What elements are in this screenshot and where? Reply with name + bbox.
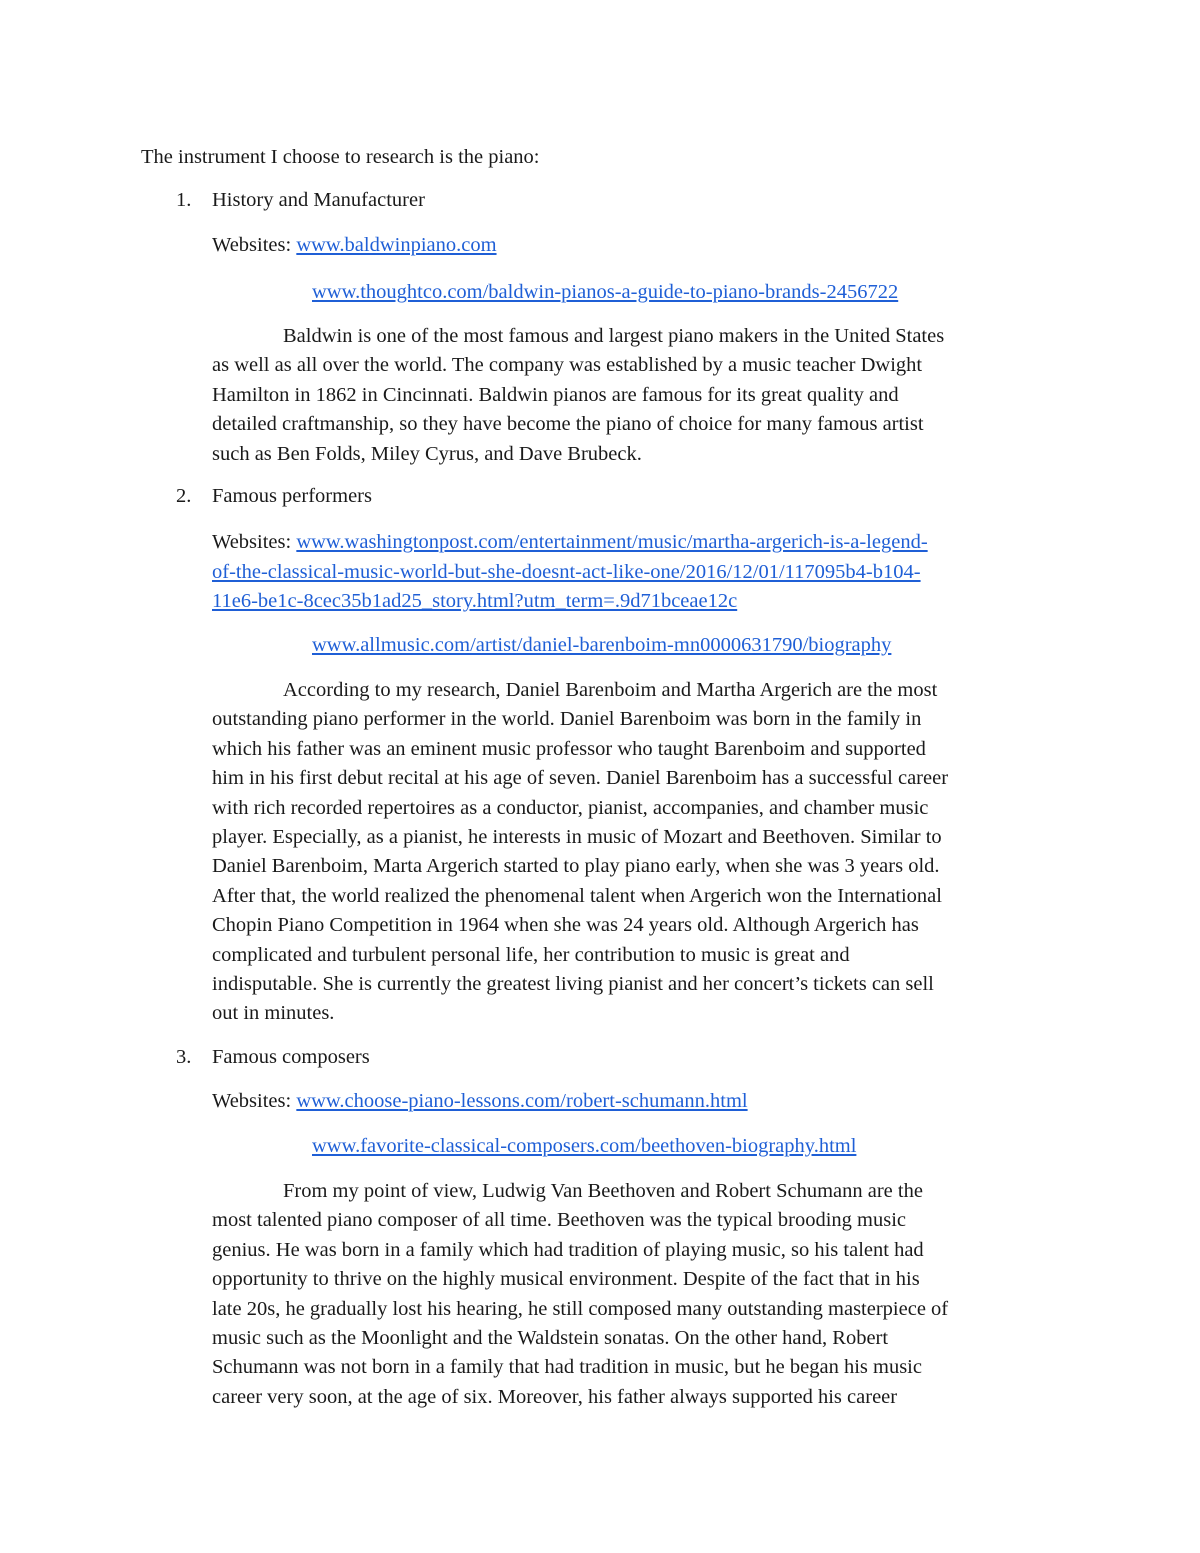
section-2-link-2-row	[312, 631, 891, 660]
websites-label: Websites:	[212, 531, 292, 553]
paragraph-line: opportunity to thrive on the highly musical environment. Despite of the fact that in his	[212, 1268, 920, 1291]
link-favorite-classical-composers[interactable]: www.favorite-classical-composers.com/beethoven-biography.html	[312, 1135, 857, 1157]
paragraph-line: most talented piano composer of all time. Beethoven was the typical brooding music	[212, 1209, 906, 1232]
paragraph-line: genius. He was born in a family which had tradition of playing music, so his talent had	[212, 1238, 924, 1261]
link-thoughtco[interactable]: www.thoughtco.com/baldwin-pianos-a-guide-to-piano-brands-2456722	[312, 281, 899, 303]
websites-label: Websites:	[212, 234, 292, 256]
paragraph-line: According to my research, Daniel Barenboim and Martha Argerich are the most	[283, 679, 938, 701]
section-3-link-2-row	[312, 1132, 856, 1161]
section-2-websites	[212, 528, 1052, 617]
paragraph-line: complicated and turbulent personal life, her contribution to music is great and	[212, 943, 850, 966]
section-3-paragraph	[212, 1177, 1072, 1412]
paragraph-line: with rich recorded repertoires as a conductor, pianist, accompanies, and chamber music	[212, 796, 929, 819]
paragraph-line: Baldwin is one of the most famous and largest piano makers in the United States	[283, 325, 945, 347]
paragraph-line: music such as the Moonlight and the Waldstein sonatas. On the other hand, Robert	[212, 1327, 889, 1350]
section-2-number: 2.	[176, 485, 192, 507]
paragraph-line: which his father was an eminent music professor who taught Barenboim and supported	[212, 737, 926, 760]
section-1-link-2-row	[312, 278, 898, 307]
section-1-number: 1.	[176, 189, 192, 211]
paragraph-line: player. Especially, as a pianist, he interests in music of Mozart and Beethoven. Similar to	[212, 826, 942, 849]
paragraph-line: detailed craftmanship, so they have become the piano of choice for many famous artist	[212, 413, 924, 436]
section-3-heading: Famous composers	[212, 1046, 370, 1068]
websites-label: Websites:	[212, 1090, 292, 1112]
section-2-paragraph	[212, 676, 1072, 1029]
section-3-number: 3.	[176, 1046, 192, 1068]
paragraph-line: indisputable. She is currently the greatest living pianist and her concert’s tickets can sell	[212, 973, 934, 996]
paragraph-line: such as Ben Folds, Miley Cyrus, and Dave Brubeck.	[212, 442, 642, 465]
link-washingtonpost-line-2[interactable]: of-the-classical-music-world-but-she-doesnt-act-like-one/2016/12/01/117095b4-b104-	[212, 560, 921, 583]
paragraph-line: After that, the world realized the phenomenal talent when Argerich won the International	[212, 884, 942, 907]
link-washingtonpost-line-1[interactable]: www.washingtonpost.com/entertainment/music/martha-argerich-is-a-legend-	[296, 531, 928, 553]
paragraph-line: late 20s, he gradually lost his hearing, he still composed many outstanding masterpiece of	[212, 1297, 949, 1320]
paragraph-line: out in minutes.	[212, 1002, 335, 1025]
section-1-heading: History and Manufacturer	[212, 189, 425, 211]
paragraph-line: career very soon, at the age of six. Moreover, his father always supported his career	[212, 1385, 898, 1408]
section-1-paragraph	[212, 322, 1072, 469]
link-washingtonpost-line-3[interactable]: 11e6-be1c-8cec35b1ad25_story.html?utm_term=.9d71bceae12c	[212, 590, 738, 612]
paragraph-line: Schumann was not born in a family that had tradition in music, but he began his music	[212, 1356, 922, 1379]
paragraph-line: Hamilton in 1862 in Cincinnati. Baldwin pianos are famous for its great quality and	[212, 383, 899, 406]
paragraph-line: Daniel Barenboim, Marta Argerich started to play piano early, when she was 3 years old.	[212, 855, 940, 878]
link-baldwinpiano[interactable]: www.baldwinpiano.com	[296, 234, 497, 256]
section-1-websites	[212, 231, 497, 260]
paragraph-line: Chopin Piano Competition in 1964 when she was 24 years old. Although Argerich has	[212, 914, 919, 937]
link-choose-piano-lessons[interactable]: www.choose-piano-lessons.com/robert-schumann.html	[296, 1090, 748, 1112]
link-allmusic[interactable]: www.allmusic.com/artist/daniel-barenboim-mn0000631790/biography	[312, 634, 892, 656]
paragraph-line: him in his first debut recital at his age of seven. Daniel Barenboim has a successful career	[212, 767, 949, 790]
paragraph-line: as well as all over the world. The company was established by a music teacher Dwight	[212, 354, 923, 377]
section-3-websites	[212, 1087, 748, 1116]
section-2-heading: Famous performers	[212, 485, 372, 507]
paragraph-line: From my point of view, Ludwig Van Beethoven and Robert Schumann are the	[283, 1180, 923, 1202]
intro-text: The instrument I choose to research is the piano:	[141, 146, 540, 168]
paragraph-line: outstanding piano performer in the world. Daniel Barenboim was born in the family in	[212, 708, 922, 731]
